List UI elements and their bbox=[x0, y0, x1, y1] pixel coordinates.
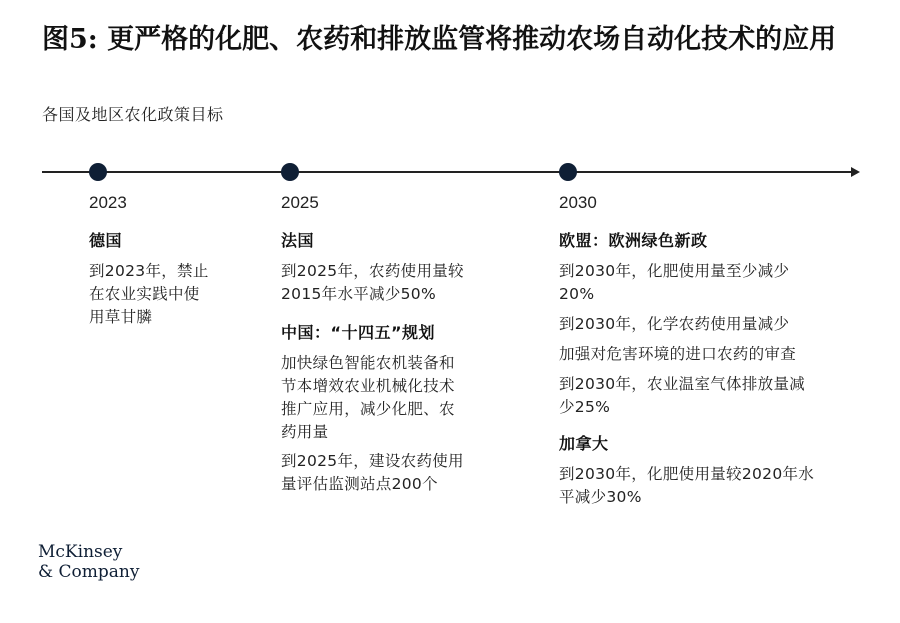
year-label-2030: 2030 bbox=[559, 193, 597, 212]
year-label-2025: 2025 bbox=[281, 193, 319, 212]
mckinsey-logo: McKinsey & Company bbox=[38, 542, 140, 582]
policy-text: 到2030年，化肥使用量较2020年水 平减少30% bbox=[559, 465, 815, 506]
timeline-axis bbox=[42, 171, 852, 173]
column-2023 bbox=[89, 230, 269, 329]
policy-text: 到2030年，化肥使用量至少减少 20% bbox=[559, 262, 790, 303]
region-heading-france: 法国 bbox=[281, 231, 315, 250]
year-label-2023: 2023 bbox=[89, 193, 127, 212]
region-heading-canada: 加拿大 bbox=[559, 434, 609, 453]
region-heading-eu: 欧盟：欧洲绿色新政 bbox=[559, 231, 708, 250]
timeline-dot-2023 bbox=[89, 163, 107, 181]
region-heading-china: 中国：“十四五”规划 bbox=[281, 323, 436, 342]
column-2025 bbox=[281, 230, 541, 496]
policy-text: 到2025年，建设农药使用 量评估监测站点200个 bbox=[281, 452, 464, 493]
page-title: 图5: 更严格的化肥、农药和排放监管将推动农场自动化技术的应用 bbox=[42, 24, 837, 55]
policy-text: 到2030年，农业温室气体排放量减 少25% bbox=[559, 375, 806, 416]
policy-text: 到2023年，禁止 在农业实践中使 用草甘膦 bbox=[89, 262, 209, 326]
timeline-dot-2030 bbox=[559, 163, 577, 181]
region-heading-germany: 德国 bbox=[89, 231, 123, 250]
column-2030 bbox=[559, 230, 879, 509]
timeline-arrow-icon bbox=[851, 167, 860, 177]
page-subtitle: 各国及地区农化政策目标 bbox=[42, 105, 224, 124]
policy-text: 到2030年，化学农药使用量减少 bbox=[559, 315, 790, 333]
policy-text: 加快绿色智能农机装备和 节本增效农业机械化技术 推广应用，减少化肥、农 药用量 bbox=[281, 354, 455, 441]
policy-text: 到2025年，农药使用量较 2015年水平减少50% bbox=[281, 262, 464, 303]
timeline-dot-2025 bbox=[281, 163, 299, 181]
policy-text: 加强对危害环境的进口农药的审查 bbox=[559, 345, 797, 363]
